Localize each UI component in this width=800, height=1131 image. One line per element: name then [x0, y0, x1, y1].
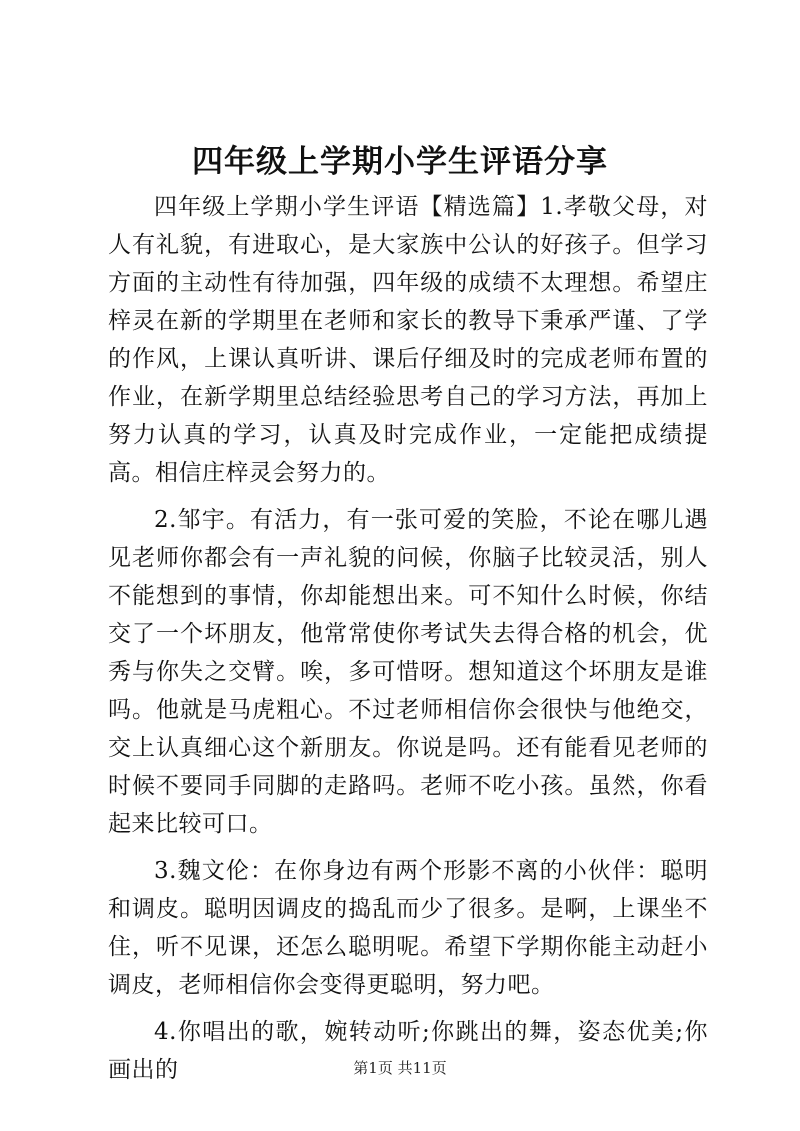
document-title: 四年级上学期小学生评语分享	[192, 144, 608, 180]
paragraph-4: 4.你唱出的歌，婉转动听;你跳出的舞，姿态优美;你画出的	[108, 1019, 708, 1083]
paragraph-2: 2.邹宇。有活力，有一张可爱的笑脸，不论在哪儿遇见老师你都会有一声礼貌的问候，你脑子比较灵活，别人不能想到的事情，你却能想出来。可不知什么时候，你结交了一个坏朋友，他常常使你考试失去得合格的机会，优秀与你失之交臂。唉，多可惜呀。想知道这个坏朋友是谁吗。他就是马虎粗心。不过老师相信你会很快与他绝交，交上认真细心这个新朋友。你说是吗。还有能看见老师的时候不要同手同脚的走路吗。老师不吃小孩。虽然，你看起来比较可口。	[108, 507, 708, 837]
paragraph-3: 3.魏文伦：在你身边有两个形影不离的小伙伴：聪明和调皮。聪明因调皮的捣乱而少了很多。是啊，上课坐不住，听不见课，还怎么聪明呢。希望下学期你能主动赶小调皮，老师相信你会变得更聪明，努力吧。	[108, 858, 708, 998]
paragraph-1: 四年级上学期小学生评语【精选篇】1.孝敬父母，对人有礼貌，有进取心，是大家族中公认的好孩子。但学习方面的主动性有待加强，四年级的成绩不太理想。希望庄梓灵在新的学期里在老师和家长的教导下秉承严谨、了学的作风，上课认真听讲、课后仔细及时的完成老师布置的作业，在新学期里总结经验思考自己的学习方法，再加上努力认真的学习，认真及时完成作业，一定能把成绩提高。相信庄梓灵会努力的。	[108, 194, 708, 486]
page-footer: 第1页 共11页	[353, 1059, 447, 1077]
document-body	[108, 188, 708, 1098]
